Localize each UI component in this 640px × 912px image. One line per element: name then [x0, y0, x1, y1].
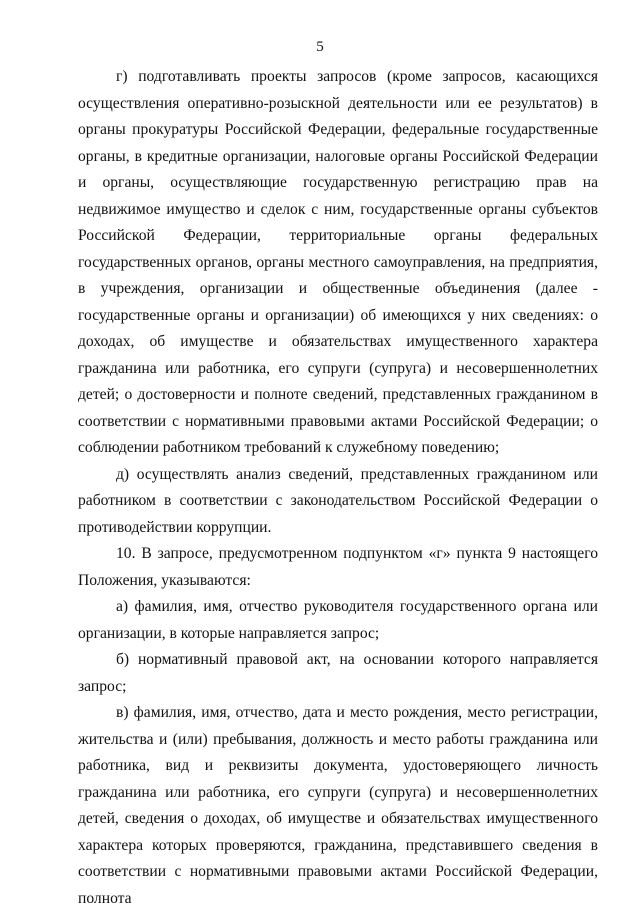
paragraph-9g: г) подготавливать проекты запросов (кроме запросов, касающихся осуществления оперативно-розыскной деятельности или ее результатов) в органы прокуратуры Российской Федерации, федеральные государственные органы, в кредитные организации, налоговые органы Российской Федерации и органы, осуществляющие государственную регистрацию прав на недвижимое имущество и сделок с ним, государственные органы субъектов Российской Федерации, территориальные органы федеральных государственных органов, органы местного самоуправления, на предприятия, в учреждения, организации и общественные объединения (далее - государственные органы и организации) об имеющихся у них сведениях: о доходах, об имуществе и обязательствах имущественного характера гражданина или работника, его супруги (супруга) и несовершеннолетних детей; о достоверности и полноте сведений, представленных гражданином в соответствии с нормативными правовыми актами Российской Федерации; о соблюдении работником требований к служебному поведению; [78, 68, 598, 456]
paragraph-10: 10. В запросе, предусмотренном подпунктом «г» пункта 9 настоящего Положения, указываются: [78, 545, 598, 589]
paragraph-9d: д) осуществлять анализ сведений, представленных гражданином или работником в соответствии с законодательством Российской Федерации о противодействии коррупции. [78, 465, 598, 536]
page-number: 5 [316, 39, 324, 55]
paragraph-10b: б) нормативный правовой акт, на основании которого направляется запрос; [78, 651, 598, 695]
document-body [78, 64, 598, 912]
paragraph-10v: в) фамилия, имя, отчество, дата и место рождения, место регистрации, жительства и (или) пребывания, должность и место работы гражданина или работника, вид и реквизиты документа, удостоверяющего личность гражданина или работника, его супруги (супруга) и несовершеннолетних детей, сведения о доходах, об имуществе и обязательствах имущественного характера которых проверяются, гражданина, представившего сведения в соответствии с нормативными правовыми актами Российской Федерации, полнота [78, 704, 598, 907]
paragraph-10a: а) фамилия, имя, отчество руководителя государственного органа или организации, в которые направляется запрос; [78, 598, 598, 642]
